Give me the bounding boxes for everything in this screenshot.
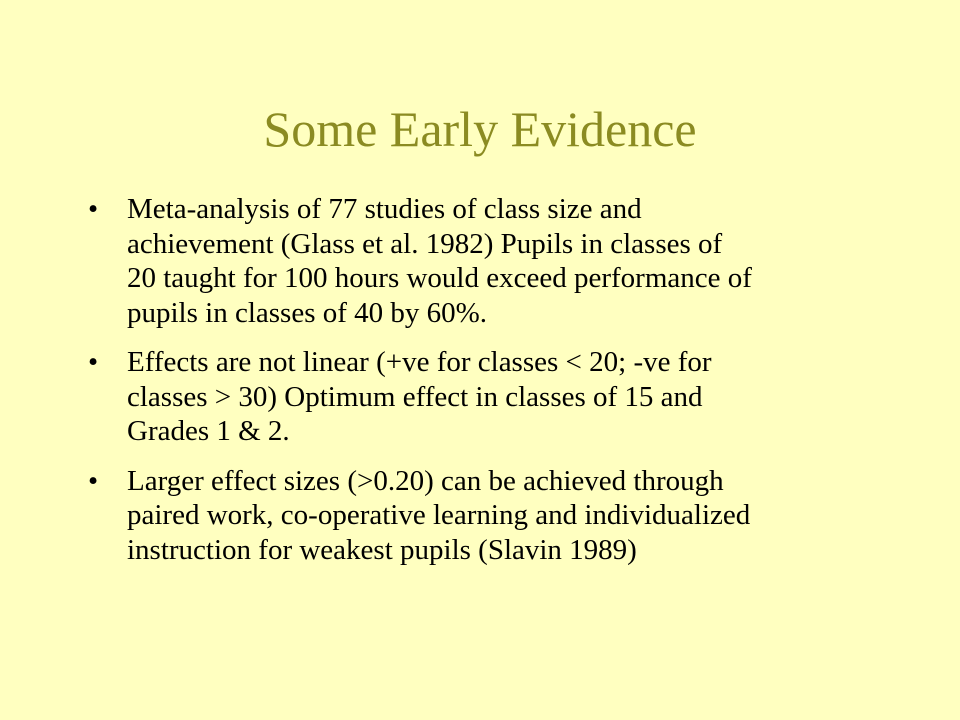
bullet-text-line: Larger effect sizes (>0.20) can be achieved through	[127, 464, 724, 497]
bullet-icon: •	[88, 464, 99, 497]
bullet-text-line: paired work, co-operative learning and individualized	[127, 499, 751, 531]
slide-title: Some Early Evidence	[263, 101, 697, 157]
bullet-item-effects-not-linear	[88, 345, 888, 449]
bullet-item-meta-analysis	[88, 192, 888, 330]
bullet-text-line: instruction for weakest pupils (Slavin 1989)	[127, 533, 637, 566]
bullet-text-line: 20 taught for 100 hours would exceed performance of	[127, 262, 752, 294]
bullet-text-line: pupils in classes of 40 by 60%.	[127, 296, 488, 329]
bullet-text-line: classes > 30) Optimum effect in classes of 15 and	[127, 380, 703, 413]
bullet-text-line: Effects are not linear (+ve for classes < 20; -ve for	[127, 346, 712, 378]
bullet-list	[88, 192, 888, 582]
bullet-icon: •	[88, 346, 99, 378]
bullet-text-line: Grades 1 & 2.	[127, 415, 290, 447]
bullet-text-line: achievement (Glass et al. 1982) Pupils in classes of	[127, 227, 723, 260]
bullet-item-larger-effect-sizes	[88, 464, 888, 568]
bullet-icon: •	[88, 193, 99, 225]
bullet-text-line: Meta-analysis of 77 studies of class size and	[127, 193, 642, 225]
